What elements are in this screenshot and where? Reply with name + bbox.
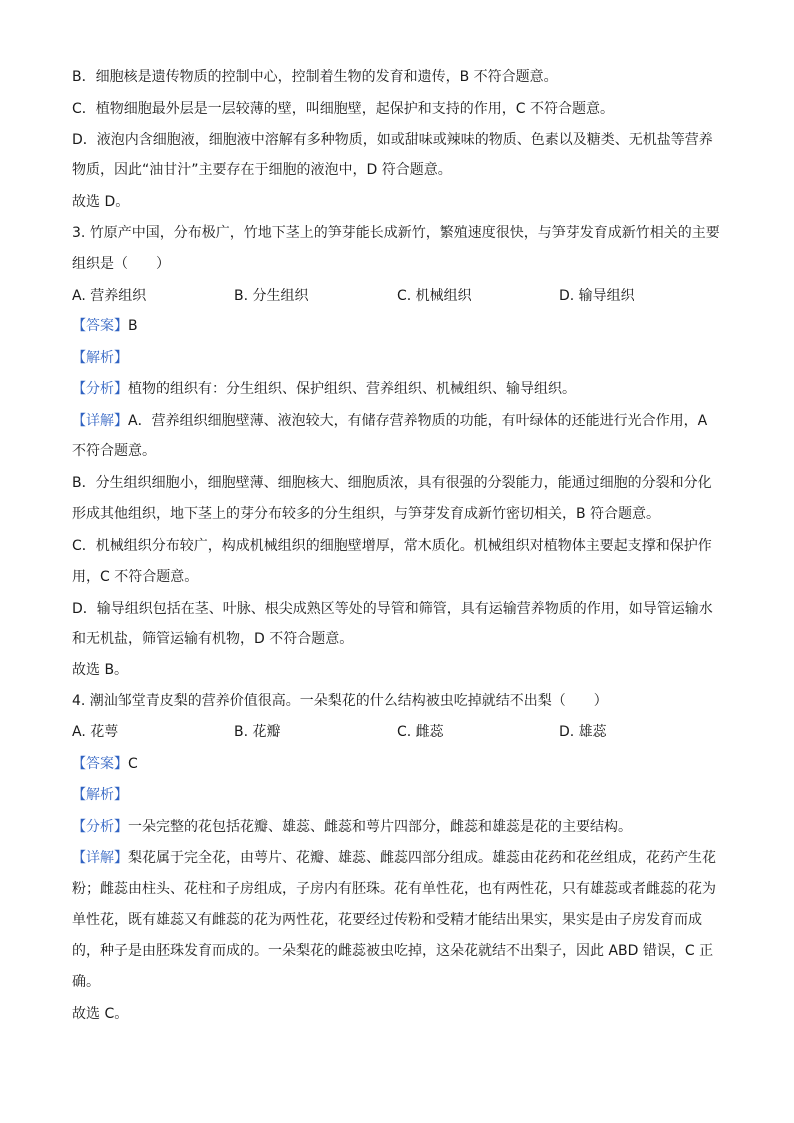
q4-stem: 4. 潮汕邹堂青皮梨的营养价值很高。一朵梨花的什么结构被虫吃掉就结不出梨（ ） — [72, 693, 608, 709]
q3-final-choice: 故选 B。 — [72, 662, 129, 678]
q4-answer — [72, 755, 732, 773]
q2-option-d-explanation-cont: 物质，因此“油甘汁”主要存在于细胞的液泡中，D 符合题意。 — [72, 162, 452, 178]
q4-option-b: B. 花瓣 — [234, 724, 281, 740]
q3-detail-line: 不符合题意。 — [72, 443, 156, 459]
q3-fenxi — [72, 380, 732, 398]
q3-stem: 3. 竹原产中国，分布极广，竹地下茎上的笋芽能长成新竹，繁殖速度很快，与笋芽发育成新竹相关的主要 — [72, 225, 720, 241]
q4-analysis-heading — [72, 786, 732, 804]
q3-detail-line: B．分生组织细胞小，细胞壁薄、细胞核大、细胞质浓，具有很强的分裂能力，能通过细胞的分裂和分化 — [72, 475, 712, 491]
q3-detail-text: A．营养组织细胞壁薄、液泡较大，有储存营养物质的功能，有叶绿体的还能进行光合作用，A — [128, 413, 708, 429]
q2-option-b-explanation: B．细胞核是遗传物质的控制中心，控制着生物的发育和遗传，B 不符合题意。 — [72, 69, 558, 85]
q4-option-a: A. 花萼 — [72, 724, 119, 740]
q2-option-d-explanation: D．液泡内含细胞液，细胞液中溶解有多种物质，如或甜味或辣味的物质、色素以及糖类、无机盐等营养 — [72, 132, 713, 148]
q4-detail-line — [72, 849, 732, 867]
q4-fenxi-tag: 【分析】 — [72, 819, 128, 835]
q4-answer-tag: 【答案】 — [72, 756, 128, 772]
q3-stem-cont: 组织是（ ） — [72, 256, 170, 272]
q4-fenxi — [72, 818, 732, 836]
q3-detail-line: 形成其他组织，地下茎上的芽分布较多的分生组织，与笋芽发育成新竹密切相关，B 符合题意。 — [72, 506, 661, 522]
q4-option-c: C. 雌蕊 — [397, 724, 444, 740]
q3-fenxi-text: 植物的组织有：分生组织、保护组织、营养组织、机械组织、输导组织。 — [128, 381, 576, 397]
q4-detail-line: 单性花，既有雄蕊又有雌蕊的花为两性花，花要经过传粉和受精才能结出果实，果实是由子房发育而成 — [72, 912, 702, 928]
q4-answer-value: C — [128, 756, 138, 772]
q3-detail-line: C．机械组织分布较广，构成机械组织的细胞壁增厚，常木质化。机械组织对植物体主要起支撑和保护作 — [72, 538, 712, 554]
q3-detail-line: D．输导组织包括在茎、叶脉、根尖成熟区等处的导管和筛管，具有运输营养物质的作用，如导管运输水 — [72, 601, 713, 617]
q3-option-d: D. 输导组织 — [559, 288, 635, 304]
q4-detail-tag: 【详解】 — [72, 850, 128, 866]
q4-analysis-tag: 【解析】 — [72, 787, 128, 803]
q3-answer — [72, 317, 732, 335]
q3-option-c: C. 机械组织 — [397, 288, 472, 304]
q3-detail-tag: 【详解】 — [72, 413, 128, 429]
q4-detail-text: 梨花属于完全花，由萼片、花瓣、雄蕊、雌蕊四部分组成。雄蕊由花药和花丝组成，花药产生花 — [128, 850, 716, 866]
q4-detail-line: 确。 — [72, 974, 100, 990]
q4-detail-line: 粉；雌蕊由柱头、花柱和子房组成，子房内有胚珠。花有单性花，也有两性花，只有雄蕊或者雌蕊的花为 — [72, 881, 716, 897]
q4-fenxi-text: 一朵完整的花包括花瓣、雄蕊、雌蕊和萼片四部分，雌蕊和雄蕊是花的主要结构。 — [128, 819, 632, 835]
q3-option-a: A. 营养组织 — [72, 288, 147, 304]
q4-final-choice: 故选 C。 — [72, 1006, 129, 1022]
q3-analysis-tag: 【解析】 — [72, 350, 128, 366]
q4-option-d: D. 雄蕊 — [559, 724, 607, 740]
q3-option-b: B. 分生组织 — [234, 288, 309, 304]
q3-detail-line — [72, 412, 732, 430]
q3-analysis-heading — [72, 349, 732, 367]
q3-options — [72, 287, 732, 305]
q3-detail-line: 用，C 不符合题意。 — [72, 569, 199, 585]
q3-answer-tag: 【答案】 — [72, 318, 128, 334]
q4-options — [72, 723, 732, 741]
q3-fenxi-tag: 【分析】 — [72, 381, 128, 397]
q2-final-choice: 故选 D。 — [72, 194, 130, 210]
q3-answer-value: B — [128, 318, 138, 334]
q4-detail-line: 的，种子是由胚珠发育而成的。一朵梨花的雌蕊被虫吃掉，这朵花就结不出梨子，因此 ABD 错误，C 正 — [72, 943, 714, 959]
q2-option-c-explanation: C．植物细胞最外层是一层较薄的壁，叫细胞壁，起保护和支持的作用，C 不符合题意。 — [72, 101, 614, 117]
q3-detail-line: 和无机盐，筛管运输有机物，D 不符合题意。 — [72, 631, 354, 647]
